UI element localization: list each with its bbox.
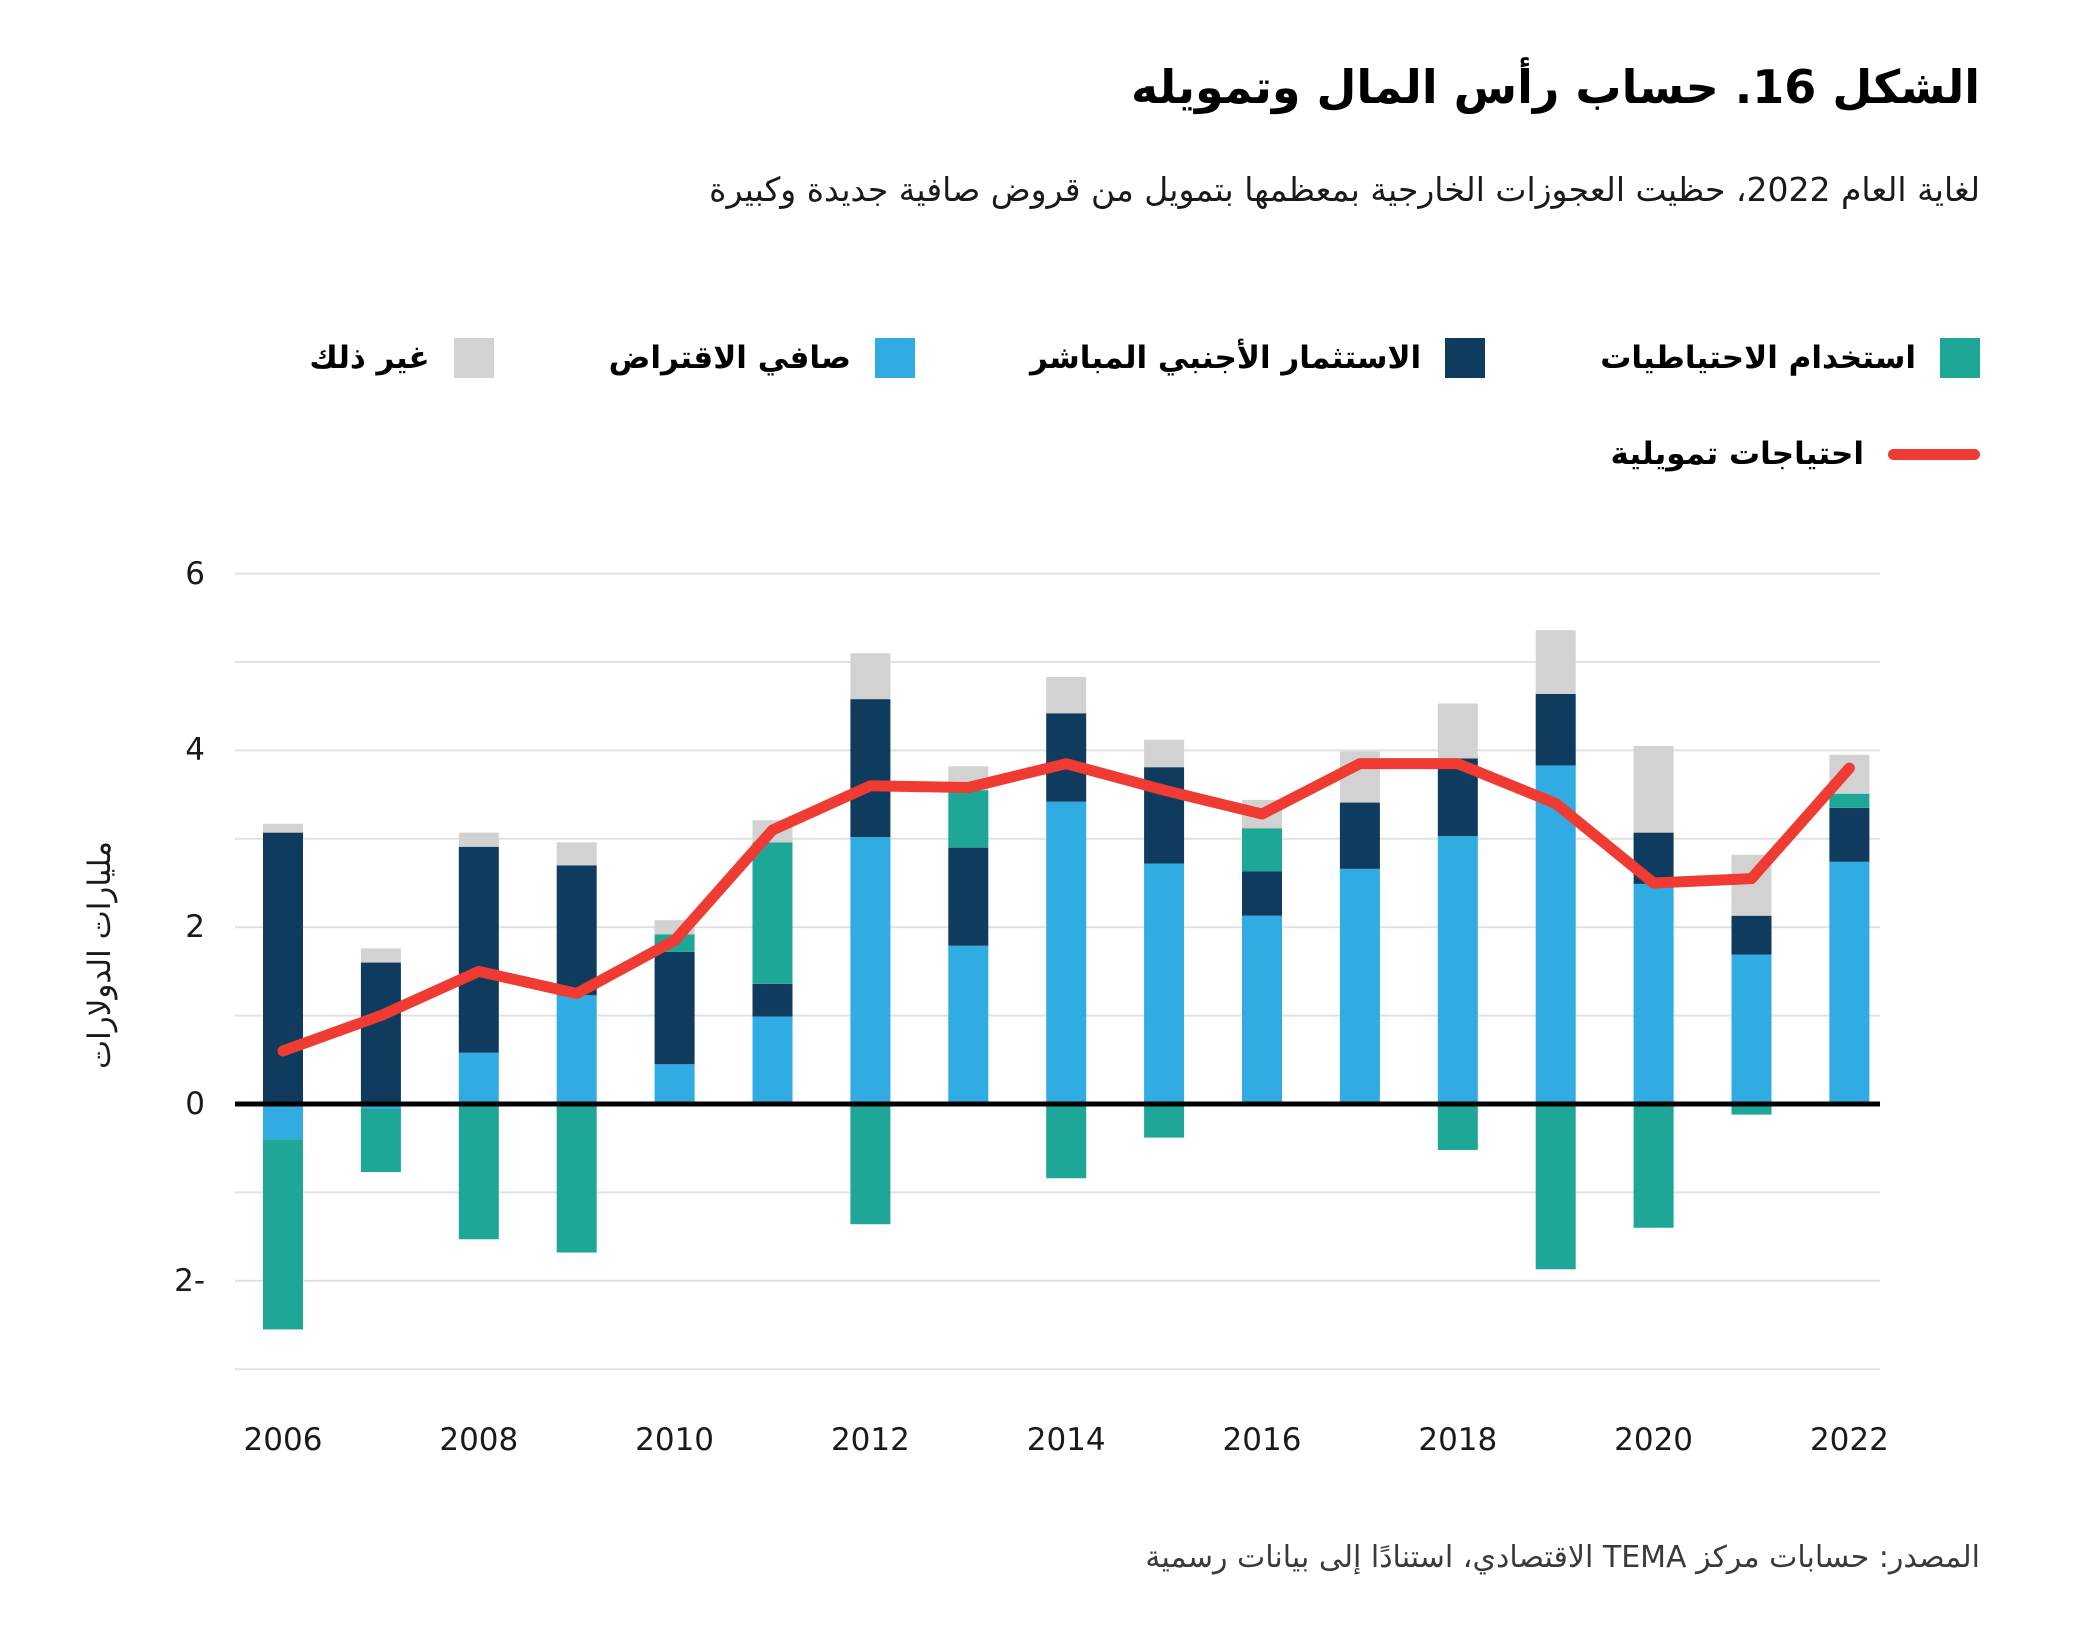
bar-segment-2021-fdi bbox=[1732, 916, 1772, 955]
legend-label-fdi: الاستثمار الأجنبي المباشر bbox=[1029, 340, 1422, 376]
bar-segment-2022-fdi bbox=[1829, 808, 1869, 862]
y-tick-label-0: 0 bbox=[185, 1086, 205, 1122]
y-axis-title: مليارات الدولارات bbox=[82, 840, 118, 1070]
bar-segment-2009-borrowing bbox=[557, 995, 597, 1104]
bar-segment-2009-reserves bbox=[557, 1104, 597, 1253]
figure-title: الشكل 16. حساب رأس المال وتمويله bbox=[1131, 60, 1980, 114]
legend-label-reserves: استخدام الاحتياطيات bbox=[1600, 340, 1916, 376]
bar-segment-2017-borrowing bbox=[1340, 869, 1380, 1104]
bar-segment-2008-reserves bbox=[459, 1104, 499, 1239]
bar-segment-2020-reserves bbox=[1634, 1104, 1674, 1228]
bar-segment-2007-other bbox=[361, 948, 401, 962]
bar-segment-2015-other bbox=[1144, 740, 1184, 767]
legend-label-financing-needs: احتياجات تمويلية bbox=[1610, 436, 1864, 472]
bar-segment-2011-reserves bbox=[753, 842, 793, 983]
bar-segment-2019-other bbox=[1536, 630, 1576, 694]
bar-segment-2018-other bbox=[1438, 704, 1478, 759]
bar-segment-2013-reserves bbox=[948, 790, 988, 847]
x-tick-label-2020: 2020 bbox=[1614, 1422, 1694, 1458]
x-tick-label-2012: 2012 bbox=[830, 1422, 910, 1458]
bar-segment-2020-borrowing bbox=[1634, 884, 1674, 1104]
bar-segment-2015-borrowing bbox=[1144, 864, 1184, 1104]
bar-segment-2007-reserves bbox=[361, 1108, 401, 1172]
x-tick-label-2010: 2010 bbox=[635, 1422, 715, 1458]
bar-segment-2017-fdi bbox=[1340, 803, 1380, 869]
bar-segment-2008-borrowing bbox=[459, 1053, 499, 1104]
y-tick-label-6: 6 bbox=[185, 555, 205, 592]
source-note: المصدر: حسابات مركز TEMA الاقتصادي، استنادًا إلى بيانات رسمية bbox=[1145, 1540, 1980, 1575]
bar-segment-2006-other bbox=[263, 824, 303, 833]
figure-subtitle: لغاية العام 2022، حظيت العجوزات الخارجية بمعظمها بتمويل من قروض صافية جديدة وكبيرة bbox=[709, 170, 1980, 209]
bar-segment-2013-borrowing bbox=[948, 946, 988, 1104]
y-tick-label-2: 2 bbox=[185, 909, 205, 946]
legend-label-other: غير ذلك bbox=[309, 340, 430, 376]
bar-segment-2022-borrowing bbox=[1829, 862, 1869, 1104]
bar-segment-2011-fdi bbox=[753, 984, 793, 1017]
bar-segment-2014-reserves bbox=[1046, 1104, 1086, 1178]
y-tick-label-4: 4 bbox=[185, 732, 205, 769]
x-tick-label-2022: 2022 bbox=[1809, 1422, 1889, 1458]
bar-segment-2009-fdi bbox=[557, 865, 597, 995]
bar-segment-2006-fdi bbox=[263, 833, 303, 1104]
bar-segment-2018-reserves bbox=[1438, 1104, 1478, 1150]
legend-label-borrowing: صافي الاقتراض bbox=[608, 340, 851, 376]
bar-segment-2008-fdi bbox=[459, 847, 499, 1053]
bar-segment-2011-borrowing bbox=[753, 1016, 793, 1104]
bar-segment-2007-fdi bbox=[361, 963, 401, 1104]
bar-segment-2019-reserves bbox=[1536, 1104, 1576, 1269]
bar-segment-2020-other bbox=[1634, 746, 1674, 833]
bar-segment-2016-reserves bbox=[1242, 828, 1282, 871]
bar-segment-2019-fdi bbox=[1536, 694, 1576, 766]
bar-segment-2022-reserves bbox=[1829, 794, 1869, 808]
bar-segment-2021-borrowing bbox=[1732, 955, 1772, 1104]
bar-segment-2014-other bbox=[1046, 677, 1086, 713]
bar-segment-2012-fdi bbox=[850, 699, 890, 837]
bar-segment-2009-other bbox=[557, 842, 597, 865]
bar-segment-2010-borrowing bbox=[655, 1064, 695, 1104]
bar-segment-2010-fdi bbox=[655, 952, 695, 1064]
bar-segment-2016-fdi bbox=[1242, 872, 1282, 916]
bar-segment-2018-borrowing bbox=[1438, 836, 1478, 1104]
bar-segment-2015-reserves bbox=[1144, 1104, 1184, 1138]
x-tick-label-2018: 2018 bbox=[1418, 1422, 1498, 1458]
bar-segment-2006-borrowing bbox=[263, 1104, 303, 1139]
bar-segment-2008-other bbox=[459, 833, 499, 847]
x-tick-label-2016: 2016 bbox=[1222, 1422, 1302, 1458]
bar-segment-2012-borrowing bbox=[850, 837, 890, 1104]
x-tick-label-2006: 2006 bbox=[243, 1422, 323, 1458]
bar-segment-2016-borrowing bbox=[1242, 916, 1282, 1104]
bar-segment-2014-borrowing bbox=[1046, 802, 1086, 1104]
bar-segment-2014-fdi bbox=[1046, 713, 1086, 801]
bar-segment-2006-reserves bbox=[263, 1139, 303, 1329]
x-tick-label-2014: 2014 bbox=[1026, 1422, 1106, 1458]
bar-segment-2013-fdi bbox=[948, 848, 988, 946]
bar-segment-2012-reserves bbox=[850, 1104, 890, 1224]
x-tick-label-2008: 2008 bbox=[439, 1422, 519, 1458]
bar-segment-2012-other bbox=[850, 653, 890, 699]
y-tick-label--2: -2 bbox=[174, 1262, 205, 1299]
